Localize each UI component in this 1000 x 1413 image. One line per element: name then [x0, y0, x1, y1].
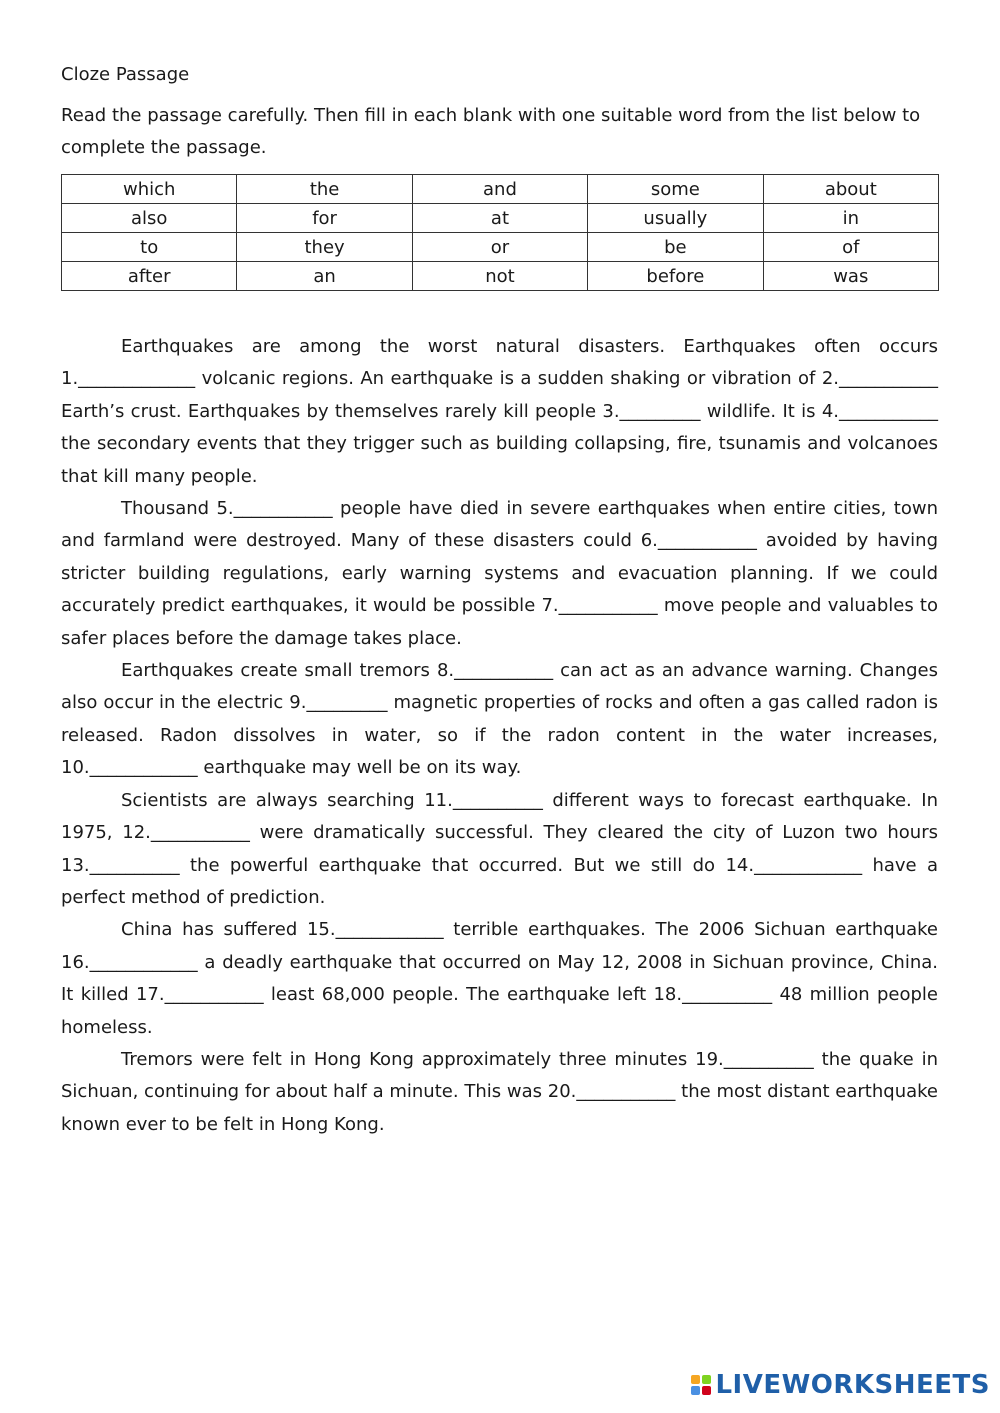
logo-square — [702, 1375, 711, 1384]
word-bank-cell: of — [763, 233, 938, 262]
passage-text: the quake in Sichuan, continuing for about half a minute. This was — [61, 1048, 939, 1103]
passage-text: were dramatically successful. They cleared the city of Luzon two hours — [249, 822, 938, 844]
answer-blank[interactable]: 13.__________ — [61, 854, 180, 876]
passage-paragraph — [61, 785, 938, 915]
word-bank-cell: at — [412, 204, 587, 233]
word-bank-cell: which — [62, 175, 237, 204]
word-bank-cell: some — [588, 175, 763, 204]
word-bank-cell: and — [412, 175, 587, 204]
answer-blank[interactable]: 9._________ — [289, 692, 388, 714]
passage-text: a deadly earthquake that occurred on May 12, 2008 in Sichuan province, China. It killed — [61, 951, 938, 1006]
answer-blank[interactable]: 6.___________ — [640, 530, 757, 552]
word-bank-cell: for — [237, 204, 412, 233]
passage-text: 48 million people homeless. — [61, 984, 938, 1038]
answer-blank[interactable]: 19.__________ — [695, 1048, 814, 1070]
passage-paragraph — [61, 1044, 938, 1141]
answer-blank[interactable]: 14.____________ — [725, 854, 863, 876]
passage-text: move people and valuables to safer places before the damage takes place. — [61, 595, 938, 649]
passage-text: least 68,000 people. The earthquake left — [263, 984, 654, 1006]
answer-blank[interactable]: 12.___________ — [122, 822, 250, 844]
passage-paragraph — [61, 331, 938, 493]
answer-blank[interactable]: 15.____________ — [306, 919, 444, 941]
word-bank-cell: after — [62, 262, 237, 291]
word-bank-cell: in — [763, 204, 938, 233]
answer-blank[interactable]: 17.___________ — [135, 984, 264, 1006]
passage-text: volcanic regions. An earthquake is a sudden shaking or vibration of — [195, 368, 822, 390]
word-bank-row — [62, 262, 939, 291]
instructions: Read the passage carefully. Then fill in each blank with one suitable word from the list below to complete the passage. — [61, 105, 921, 158]
word-bank-cell: an — [237, 262, 412, 291]
word-bank-row — [62, 175, 939, 204]
word-bank-cell: about — [763, 175, 938, 204]
word-bank-table — [61, 174, 939, 291]
passage-text: the powerful earthquake that occurred. But we still do — [179, 854, 726, 876]
passage-text: different ways to forecast earthquake. In 1975, — [61, 789, 938, 844]
passage-text: have a perfect method of prediction. — [61, 854, 938, 908]
passage-text: Earthquakes create small tremors — [121, 660, 437, 682]
word-bank-cell: be — [588, 233, 763, 262]
answer-blank[interactable]: 10.____________ — [61, 757, 198, 779]
logo-text: LIVEWORKSHEETS — [715, 1370, 990, 1400]
cloze-passage — [61, 331, 938, 1141]
logo-icon — [691, 1375, 711, 1395]
answer-blank[interactable]: 1._____________ — [61, 368, 196, 390]
answer-blank[interactable]: 7.___________ — [541, 595, 658, 617]
word-bank-cell: usually — [588, 204, 763, 233]
passage-text: earthquake may well be on its way. — [197, 757, 522, 779]
answer-blank[interactable]: 16.____________ — [61, 951, 198, 973]
word-bank-row — [62, 204, 939, 233]
answer-blank[interactable]: 11.__________ — [424, 789, 543, 811]
logo-square — [691, 1375, 700, 1384]
passage-text: the secondary events that they trigger such as building collapsing, fire, tsunamis and volcanoes that kill many people. — [61, 433, 938, 487]
answer-blank[interactable]: 8.___________ — [436, 660, 554, 682]
logo-square — [702, 1386, 711, 1395]
worksheet-page — [61, 60, 938, 1141]
passage-paragraph — [61, 914, 938, 1044]
word-bank-cell: not — [412, 262, 587, 291]
word-bank-cell: was — [763, 262, 938, 291]
word-bank-cell: to — [62, 233, 237, 262]
page-title: Cloze Passage — [61, 64, 190, 85]
passage-text: Earth’s crust. Earthquakes by themselves rarely kill people — [61, 400, 603, 422]
passage-text: terrible earthquakes. The 2006 Sichuan earthquake — [443, 919, 938, 941]
answer-blank[interactable]: 20.___________ — [547, 1081, 676, 1103]
answer-blank[interactable]: 5.___________ — [216, 498, 333, 520]
passage-text: people have died in severe earthquakes when entire cities, town and farmland were destroyed. Many of these disasters could — [61, 498, 938, 552]
answer-blank[interactable]: 3._________ — [602, 400, 701, 422]
answer-blank[interactable]: 4.___________ — [821, 400, 939, 422]
passage-paragraph — [61, 493, 938, 655]
answer-blank[interactable]: 2.___________ — [821, 368, 938, 390]
passage-text: avoided by having stricter building regulations, early warning systems and evacuation planning. If we could accurately predict earthquakes, it would be possible — [61, 530, 938, 617]
word-bank-cell: they — [237, 233, 412, 262]
word-bank-cell: the — [237, 175, 412, 204]
word-bank-cell: also — [62, 204, 237, 233]
passage-text: Scientists are always searching — [121, 789, 425, 811]
passage-text: magnetic properties of rocks and often a gas called radon is released. Radon dissolves in water, so if the radon content in the water increases, — [61, 692, 938, 746]
passage-text: Tremors were felt in Hong Kong approximately three minutes — [121, 1048, 696, 1070]
word-bank-cell: or — [412, 233, 587, 262]
passage-text: wildlife. It is — [700, 400, 822, 422]
passage-text: China has suffered — [121, 919, 307, 941]
passage-paragraph — [61, 655, 938, 785]
logo-square — [691, 1386, 700, 1395]
word-bank-row — [62, 233, 939, 262]
passage-text: can act as an advance warning. Changes also occur in the electric — [61, 660, 938, 714]
answer-blank[interactable]: 18.__________ — [653, 984, 773, 1006]
liveworksheets-logo — [691, 1365, 990, 1405]
passage-text: the most distant earthquake known ever to be felt in Hong Kong. — [61, 1081, 938, 1135]
passage-text: Earthquakes are among the worst natural disasters. Earthquakes often occurs — [121, 336, 938, 357]
word-bank-cell: before — [588, 262, 763, 291]
passage-text: Thousand — [121, 498, 217, 520]
